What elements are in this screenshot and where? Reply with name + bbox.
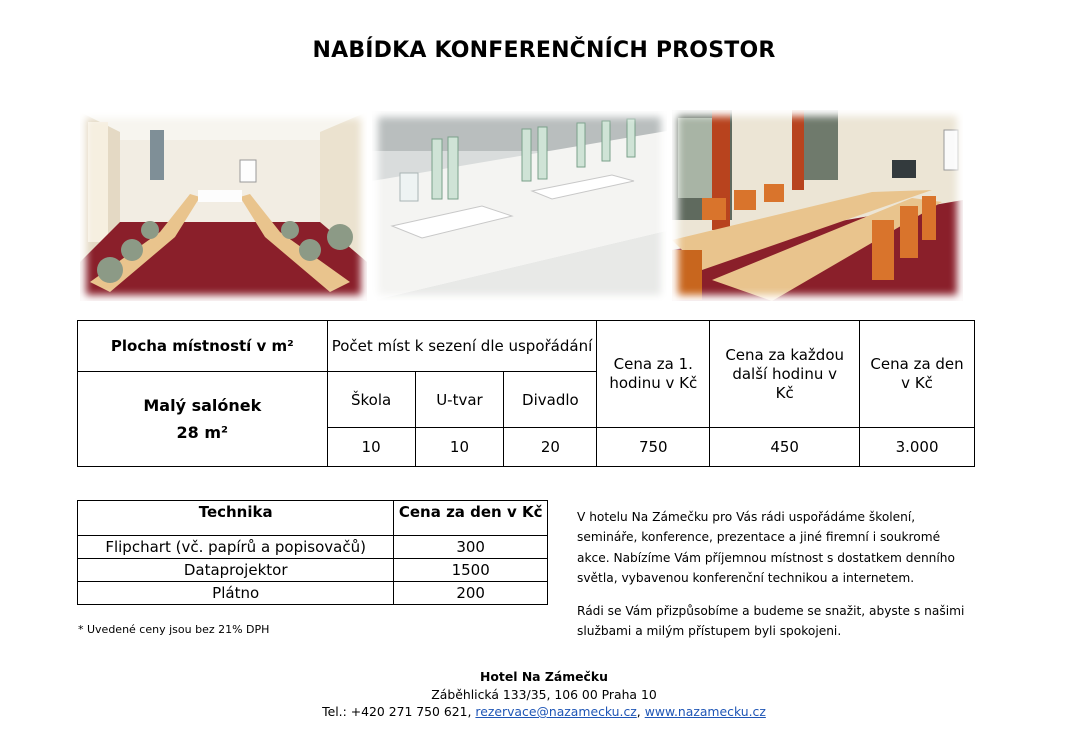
room-cell	[78, 372, 328, 467]
layout-divadlo-header: Divadlo	[504, 372, 597, 428]
day-price-header: Cena za den v Kč	[860, 321, 975, 428]
contact-line	[0, 703, 1080, 721]
hotel-name: Hotel Na Zámečku	[480, 669, 608, 684]
equipment-header: Technika	[78, 501, 394, 536]
footer	[0, 668, 1080, 721]
separator: ,	[636, 704, 645, 719]
area-header: Plocha místností v m²	[78, 321, 328, 372]
description	[577, 507, 967, 642]
page-title: NABÍDKA KONFERENČNÍCH PROSTOR	[312, 38, 776, 63]
equipment-price-header: Cena za den v Kč	[394, 501, 548, 536]
hotel-address: Záběhlická 133/35, 106 00 Praha 10	[431, 686, 657, 702]
skola-seats: 10	[327, 428, 415, 467]
first-hour-price: 750	[597, 428, 710, 467]
description-paragraph: Rádi se Vám přizpůsobíme a budeme se snažit, abyste s našimi službami a milým přístupem byli spokojeni.	[577, 604, 965, 639]
equipment-price: 300	[394, 536, 548, 559]
conference-pricing-table	[77, 320, 975, 467]
utvar-seats: 10	[415, 428, 504, 467]
conference-room-with-windows-photo	[672, 110, 963, 301]
layout-skola-header: Škola	[327, 372, 415, 428]
email-link[interactable]: rezervace@nazamecku.cz	[475, 704, 637, 719]
first-hour-price-header: Cena za 1. hodinu v Kč	[597, 321, 710, 428]
equipment-item: Plátno	[78, 582, 394, 605]
equipment-item: Flipchart (vč. papírů a popisovačů)	[78, 536, 394, 559]
day-price: 3.000	[860, 428, 975, 467]
equipment-price: 200	[394, 582, 548, 605]
next-hour-price-header: Cena za každou další hodinu v Kč	[710, 321, 860, 428]
divadlo-seats: 20	[504, 428, 597, 467]
description-paragraph: V hotelu Na Zámečku pro Vás rádi uspořádáme školení, semináře, konference, prezentace a jiné firemní i soukromé akce. Nabízíme Vám příjemnou místnost s dostatkem denního světla, vybavenou konferenční technikou a internetem.	[577, 510, 955, 585]
equipment-pricing-table	[77, 500, 548, 605]
room-name: Malý salónek	[143, 396, 262, 415]
website-link[interactable]: www.nazamecku.cz	[644, 704, 766, 719]
layout-utvar-header: U-tvar	[415, 372, 504, 428]
room-area: 28 m²	[176, 423, 229, 442]
set-tables-with-water-bottles-photo	[372, 111, 667, 301]
seating-header: Počet míst k sezení dle uspořádání	[327, 321, 597, 372]
conference-room-u-shape-photo	[80, 112, 367, 301]
next-hour-price: 450	[710, 428, 860, 467]
equipment-price: 1500	[394, 559, 548, 582]
equipment-item: Dataprojektor	[78, 559, 394, 582]
phone-text: Tel.: +420 271 750 621,	[322, 704, 476, 719]
vat-note: * Uvedené ceny jsou bez 21% DPH	[78, 623, 270, 636]
